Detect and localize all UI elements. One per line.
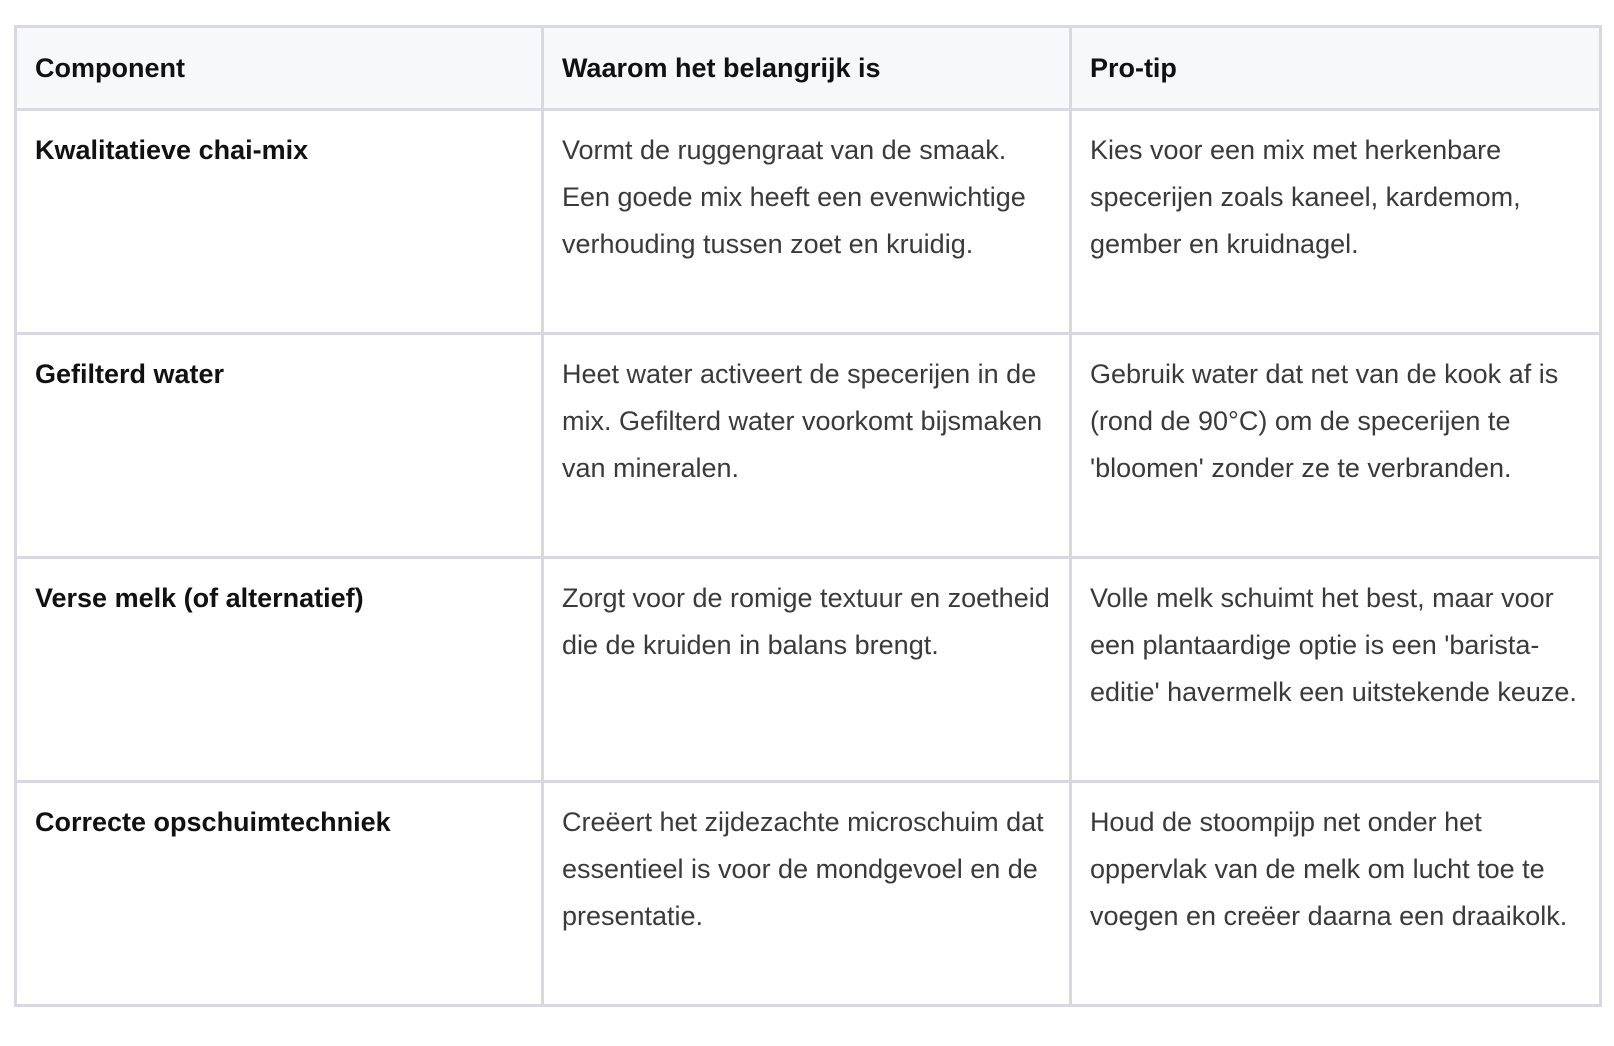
cell-why: Heet water activeert de specerijen in de mix. Gefilterd water voorkomt bijsmaken van mineralen. [542,334,1070,558]
cell-tip: Volle melk schuimt het best, maar voor een plantaardige optie is een 'barista-editie' havermelk een uitstekende keuze. [1070,558,1600,782]
cell-why: Zorgt voor de romige textuur en zoetheid die de kruiden in balans brengt. [542,558,1070,782]
cell-component: Correcte opschuimtechniek [16,782,543,1006]
table-header [16,27,1601,110]
cell-tip: Kies voor een mix met herkenbare specerijen zoals kaneel, kardemom, gember en kruidnagel. [1070,110,1600,334]
table-row [16,110,1601,334]
cell-why: Vormt de ruggengraat van de smaak. Een goede mix heeft een evenwichtige verhouding tussen zoet en kruidig. [542,110,1070,334]
header-why-important: Waarom het belangrijk is [542,27,1070,110]
table-row [16,334,1601,558]
header-component: Component [16,27,543,110]
table-row [16,782,1601,1006]
cell-why: Creëert het zijdezachte microschuim dat essentieel is voor de mondgevoel en de presentatie. [542,782,1070,1006]
cell-component: Gefilterd water [16,334,543,558]
header-pro-tip: Pro-tip [1070,27,1600,110]
comparison-table-container [14,25,1602,1007]
table-body [16,110,1601,1006]
table-row [16,558,1601,782]
header-row [16,27,1601,110]
cell-tip: Gebruik water dat net van de kook af is (rond de 90°C) om de specerijen te 'bloomen' zonder ze te verbranden. [1070,334,1600,558]
chai-components-table [14,25,1602,1007]
cell-component: Verse melk (of alternatief) [16,558,543,782]
cell-component: Kwalitatieve chai-mix [16,110,543,334]
cell-tip: Houd de stoompijp net onder het oppervlak van de melk om lucht toe te voegen en creëer daarna een draaikolk. [1070,782,1600,1006]
